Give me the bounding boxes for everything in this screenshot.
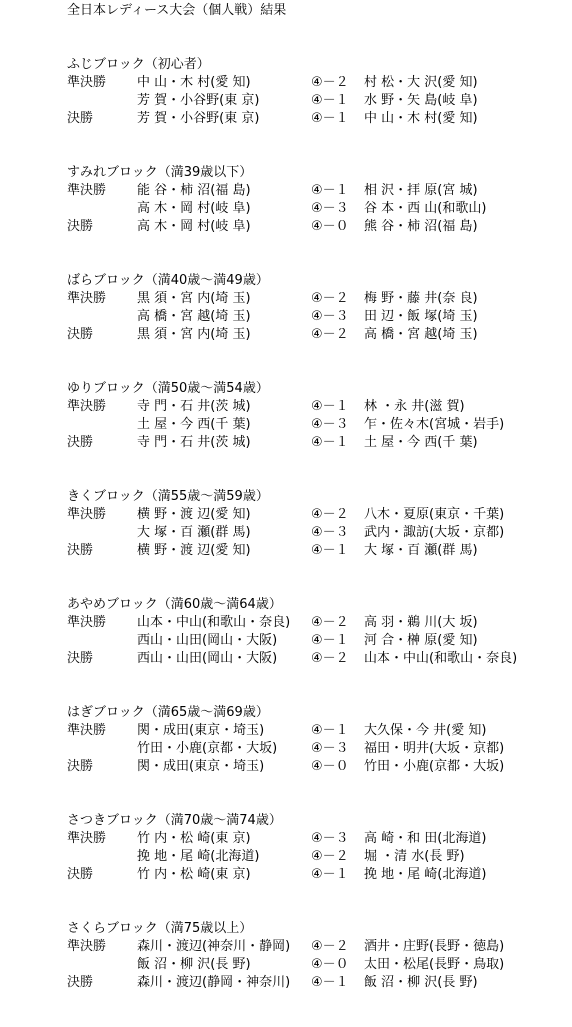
team-left: 関・成田(東京・埼玉) (137, 723, 265, 738)
team-left: 土 屋・今 西(千 葉) (137, 417, 251, 432)
team-right: 八木・夏原(東京・千葉) (364, 507, 505, 522)
match-row (0, 290, 572, 308)
team-left: 黒 須・宮 内(埼 玉) (137, 327, 251, 342)
team-left: 竹田・小鹿(京都・大坂) (137, 741, 278, 756)
block-title: あやめブロック（満60歳～満64歳） (67, 597, 282, 612)
block-title: きくブロック（満55歳～満59歳） (67, 489, 269, 504)
team-right: 高 羽・鵜 川(大 坂) (364, 615, 478, 630)
team-right: 堀 ・清 水(長 野) (364, 849, 465, 864)
block-title: さくらブロック（満75歳以上） (67, 921, 253, 936)
match-row (0, 830, 572, 848)
match-row (0, 398, 572, 416)
team-right: 福田・明井(大坂・京都) (364, 741, 505, 756)
team-left: 寺 門・石 井(茨 城) (137, 435, 251, 450)
block-title: さつきブロック（満70歳～満74歳） (67, 813, 282, 828)
round-label: 決勝 (67, 975, 94, 990)
block-title: ばらブロック（満40歳～満49歳） (67, 273, 269, 288)
block-title: ゆりブロック（満50歳～満54歳） (67, 381, 269, 396)
team-right: 梅 野・藤 井(奈 良) (364, 291, 478, 306)
match-score: ④－１ (311, 93, 349, 108)
block-title: すみれブロック（満39歳以下） (67, 165, 253, 180)
match-row (0, 974, 572, 992)
round-label: 決勝 (67, 651, 94, 666)
team-left: 森川・渡辺(静岡・神奈川) (137, 975, 291, 990)
team-left: 山本・中山(和歌山・奈良) (137, 615, 291, 630)
match-row (0, 506, 572, 524)
match-score: ④－１ (311, 543, 349, 558)
team-right: 大久保・今 井(愛 知) (364, 723, 487, 738)
team-right: 田 辺・飯 塚(埼 玉) (364, 309, 478, 324)
team-right: 谷 本・西 山(和歌山) (364, 201, 487, 216)
team-left: 森川・渡辺(神奈川・静岡) (137, 939, 291, 954)
round-label: 準決勝 (67, 183, 107, 198)
match-score: ④－２ (311, 507, 349, 522)
match-score: ④－２ (311, 327, 349, 342)
team-right: 酒井・庄野(長野・徳島) (364, 939, 505, 954)
team-right: 大 塚・百 瀬(群 馬) (364, 543, 478, 558)
match-row (0, 614, 572, 632)
match-score: ④－３ (311, 741, 349, 756)
match-score: ④－２ (311, 651, 349, 666)
page-title: 全日本レディース大会（個人戦）結果 (67, 3, 287, 18)
team-left: 能 谷・柿 沼(福 島) (137, 183, 251, 198)
round-label: 準決勝 (67, 507, 107, 522)
team-right: 中 山・木 村(愛 知) (364, 111, 478, 126)
team-left: 中 山・木 村(愛 知) (137, 75, 251, 90)
match-row (0, 758, 572, 776)
match-score: ④－１ (311, 111, 349, 126)
round-label: 決勝 (67, 219, 94, 234)
match-score: ④－２ (311, 291, 349, 306)
team-right: 高 橋・宮 越(埼 玉) (364, 327, 478, 342)
match-score: ④－１ (311, 867, 349, 882)
match-score: ④－２ (311, 939, 349, 954)
match-row (0, 650, 572, 668)
match-row (0, 218, 572, 236)
round-label: 準決勝 (67, 615, 107, 630)
match-row (0, 722, 572, 740)
team-right: 河 合・榊 原(愛 知) (364, 633, 478, 648)
team-left: 横 野・渡 辺(愛 知) (137, 507, 251, 522)
team-right: 武内・諏訪(大坂・京都) (364, 525, 505, 540)
round-label: 決勝 (67, 867, 94, 882)
match-score: ④－１ (311, 975, 349, 990)
match-score: ④－１ (311, 633, 349, 648)
match-row (0, 200, 572, 218)
team-left: 横 野・渡 辺(愛 知) (137, 543, 251, 558)
team-right: 山本・中山(和歌山・奈良) (364, 651, 518, 666)
match-score: ④－３ (311, 309, 349, 324)
team-right: 乍・佐々木(宮城・岩手) (364, 417, 505, 432)
round-label: 決勝 (67, 543, 94, 558)
block-title: ふじブロック（初心者） (67, 57, 210, 72)
team-right: 飯 沼・柳 沢(長 野) (364, 975, 478, 990)
team-right: 土 屋・今 西(千 葉) (364, 435, 478, 450)
match-row (0, 74, 572, 92)
team-right: 高 崎・和 田(北海道) (364, 831, 487, 846)
block-title: はぎブロック（満65歳～満69歳） (67, 705, 269, 720)
match-row (0, 956, 572, 974)
match-score: ④－２ (311, 849, 349, 864)
match-row (0, 866, 572, 884)
match-score: ④－３ (311, 525, 349, 540)
match-score: ④－０ (311, 957, 349, 972)
round-label: 準決勝 (67, 291, 107, 306)
round-label: 準決勝 (67, 399, 107, 414)
round-label: 決勝 (67, 435, 94, 450)
match-row (0, 110, 572, 128)
match-score: ④－１ (311, 399, 349, 414)
team-left: 飯 沼・柳 沢(長 野) (137, 957, 251, 972)
match-score: ④－３ (311, 417, 349, 432)
match-row (0, 848, 572, 866)
team-right: 村 松・大 沢(愛 知) (364, 75, 478, 90)
round-label: 準決勝 (67, 831, 107, 846)
match-row (0, 416, 572, 434)
round-label: 決勝 (67, 759, 94, 774)
team-left: 芳 賀・小谷野(東 京) (137, 111, 260, 126)
match-score: ④－３ (311, 831, 349, 846)
team-right: 熊 谷・柿 沼(福 島) (364, 219, 478, 234)
match-row (0, 938, 572, 956)
match-row (0, 182, 572, 200)
team-right: 林 ・永 井(滋 賀) (364, 399, 465, 414)
round-label: 準決勝 (67, 939, 107, 954)
team-left: 西山・山田(岡山・大阪) (137, 633, 278, 648)
round-label: 決勝 (67, 111, 94, 126)
match-row (0, 542, 572, 560)
team-left: 関・成田(東京・埼玉) (137, 759, 265, 774)
team-left: 高 木・岡 村(岐 阜) (137, 201, 251, 216)
match-score: ④－３ (311, 201, 349, 216)
team-left: 黒 須・宮 内(埼 玉) (137, 291, 251, 306)
team-left: 竹 内・松 崎(東 京) (137, 867, 251, 882)
match-row (0, 92, 572, 110)
team-left: 芳 賀・小谷野(東 京) (137, 93, 260, 108)
match-row (0, 524, 572, 542)
round-label: 準決勝 (67, 75, 107, 90)
match-row (0, 308, 572, 326)
team-right: 挽 地・尾 崎(北海道) (364, 867, 487, 882)
round-label: 決勝 (67, 327, 94, 342)
team-right: 竹田・小鹿(京都・大坂) (364, 759, 505, 774)
team-left: 大 塚・百 瀬(群 馬) (137, 525, 251, 540)
team-left: 高 木・岡 村(岐 阜) (137, 219, 251, 234)
match-score: ④－２ (311, 75, 349, 90)
team-right: 太田・松尾(長野・鳥取) (364, 957, 505, 972)
team-left: 西山・山田(岡山・大阪) (137, 651, 278, 666)
match-score: ④－１ (311, 435, 349, 450)
match-score: ④－１ (311, 183, 349, 198)
match-score: ④－１ (311, 723, 349, 738)
team-left: 竹 内・松 崎(東 京) (137, 831, 251, 846)
match-row (0, 326, 572, 344)
match-score: ④－０ (311, 759, 349, 774)
team-left: 挽 地・尾 崎(北海道) (137, 849, 260, 864)
match-row (0, 434, 572, 452)
match-score: ④－２ (311, 615, 349, 630)
round-label: 準決勝 (67, 723, 107, 738)
team-right: 相 沢・拝 原(宮 城) (364, 183, 478, 198)
match-row (0, 632, 572, 650)
team-right: 水 野・矢 島(岐 阜) (364, 93, 478, 108)
match-row (0, 740, 572, 758)
team-left: 寺 門・石 井(茨 城) (137, 399, 251, 414)
match-score: ④－０ (311, 219, 349, 234)
team-left: 高 橋・宮 越(埼 玉) (137, 309, 251, 324)
